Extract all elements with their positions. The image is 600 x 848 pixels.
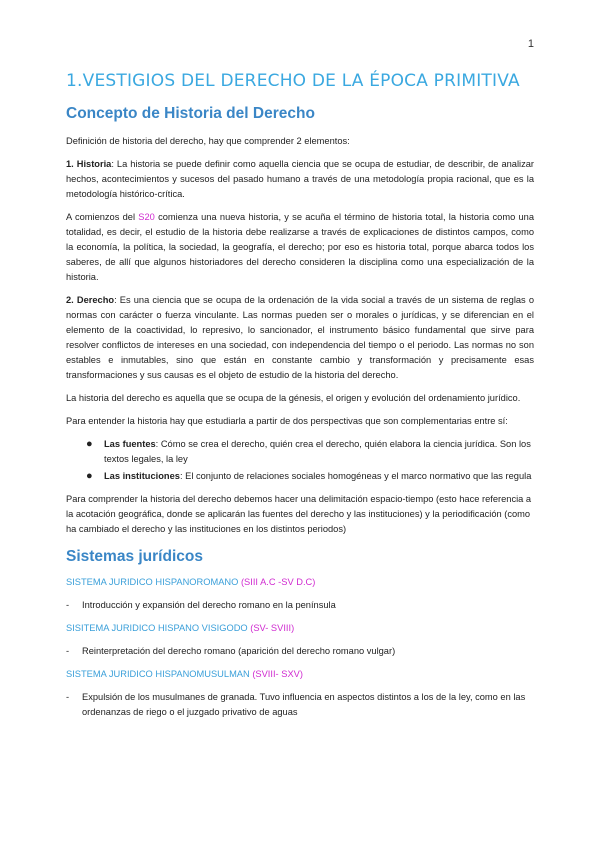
- list-item: [66, 437, 534, 467]
- historia-text: : La historia se puede definir como aquella ciencia que se ocupa de estudiar, de describir, de analizar hechos, acontecimientos y sucesos del pasado humano a través de una metodología propia racional, que es la metodología histórico-crítica.: [66, 159, 534, 199]
- system-item-text: Reinterpretación del derecho romano (aparición del derecho romano vulgar): [82, 646, 396, 656]
- bullet-text: : El conjunto de relaciones sociales homogéneas y el marco normativo que las regula: [179, 471, 532, 481]
- derecho-paragraph: [66, 293, 534, 383]
- section-heading-concepto: Concepto de Historia del Derecho: [66, 105, 315, 122]
- intro-paragraph: Definición de historia del derecho, hay que comprender 2 elementos:: [66, 136, 350, 146]
- bullet-label: Las instituciones: [104, 471, 180, 481]
- system-item-text: Expulsión de los musulmanes de granada. Tuvo influencia en aspectos distintos a los de la ley, como en las ordenanzas de riego o el juzgado privativo de aguas: [82, 692, 526, 717]
- document-body: [66, 70, 534, 728]
- perspectives-paragraph: Para entender la historia hay que estudiarla a partir de dos perspectivas que son complementarias entre sí:: [66, 416, 508, 426]
- p2-post: comienza una nueva historia, y se acuña el término de historia total, la historia como una totalidad, es decir, el estudio de la historia debe realizarse a través de explicaciones de distintos campos, como la economía, la política, la sociedad, la geografía, el derecho; por eso es historia total, porque abarca todos los saberes, de allí que algunos historiadores del derecho consideren la disciplina como una especialización de la historia.: [66, 212, 535, 282]
- list-item: [66, 598, 534, 613]
- page-number: 1: [527, 38, 534, 50]
- system-name: SISTEMA JURIDICO HISPANOROMANO: [66, 577, 241, 587]
- system-heading: [66, 667, 534, 682]
- p2-pre: A comienzos del: [66, 212, 139, 222]
- bullet-icon: ●: [86, 438, 93, 450]
- perspectives-list: [66, 437, 534, 484]
- system-name: SISITEMA JURIDICO HISPANO VISIGODO: [66, 623, 251, 633]
- derecho-text: : Es una ciencia que se ocupa de la ordenación de la vida social a través de un sistema de reglas o normas con carácter o fuerza vinculante. Las normas pueden ser o morales o jurídicas, y se diferencian en el elemento de la coactividad, lo represivo, lo sancionador, el instrumento básico fundamental que sirve para resolver conflictos de intereses en una sociedad, con independencia del tiempo o el periodo. Las normas no son estables e inmutables, sino que están en constante cambio y transformación y precisamente esas transformaciones y sus causas es el objeto de estudio de la historia del derecho.: [66, 295, 534, 380]
- bullet-label: Las fuentes: [104, 439, 156, 449]
- system-heading: [66, 621, 534, 636]
- system-period: (SVIII- SXV): [252, 669, 303, 679]
- delimitation-paragraph: Para comprender la historia del derecho debemos hacer una delimitación espacio-tiempo (esto hace referencia a la acotación geográfica, donde se aplicarán las fuentes del derecho y las instituciones) y la periodificación (como ha cambiado el derecho y las instituciones en los distintos periodos): [66, 494, 532, 534]
- system-heading: [66, 575, 534, 590]
- dash-marker: -: [66, 646, 70, 656]
- dash-marker: -: [66, 600, 70, 610]
- bullet-icon: ●: [86, 470, 93, 482]
- list-item: [66, 469, 534, 484]
- system-item-text: Introducción y expansión del derecho romano en la península: [82, 600, 336, 610]
- historia-paragraph: [66, 157, 534, 202]
- list-item: [66, 644, 534, 659]
- system-name: SISTEMA JURIDICO HISPANOMUSULMAN: [66, 669, 253, 679]
- dash-marker: -: [66, 692, 70, 702]
- historia-total-paragraph: [66, 210, 534, 285]
- list-item: [66, 690, 534, 720]
- page-title: 1.VESTIGIOS DEL DERECHO DE LA ÉPOCA PRIMITIVA: [66, 71, 520, 91]
- derecho-label: 2. Derecho: [66, 295, 115, 305]
- bullet-text: : Cómo se crea el derecho, quién crea el derecho, quién elabora la ciencia jurídica. Son los textos legales, la ley: [104, 439, 531, 464]
- definition-paragraph: La historia del derecho es aquella que se ocupa de la génesis, el origen y evolución del ordenamiento jurídico.: [66, 393, 521, 403]
- system-period: (SIII A.C -SV D.C): [240, 577, 316, 587]
- system-period: (SV- SVIII): [250, 623, 295, 633]
- historia-label: 1. Historia: [66, 159, 112, 169]
- s20-highlight: S20: [138, 212, 155, 222]
- section-heading-sistemas: Sistemas jurídicos: [66, 548, 203, 565]
